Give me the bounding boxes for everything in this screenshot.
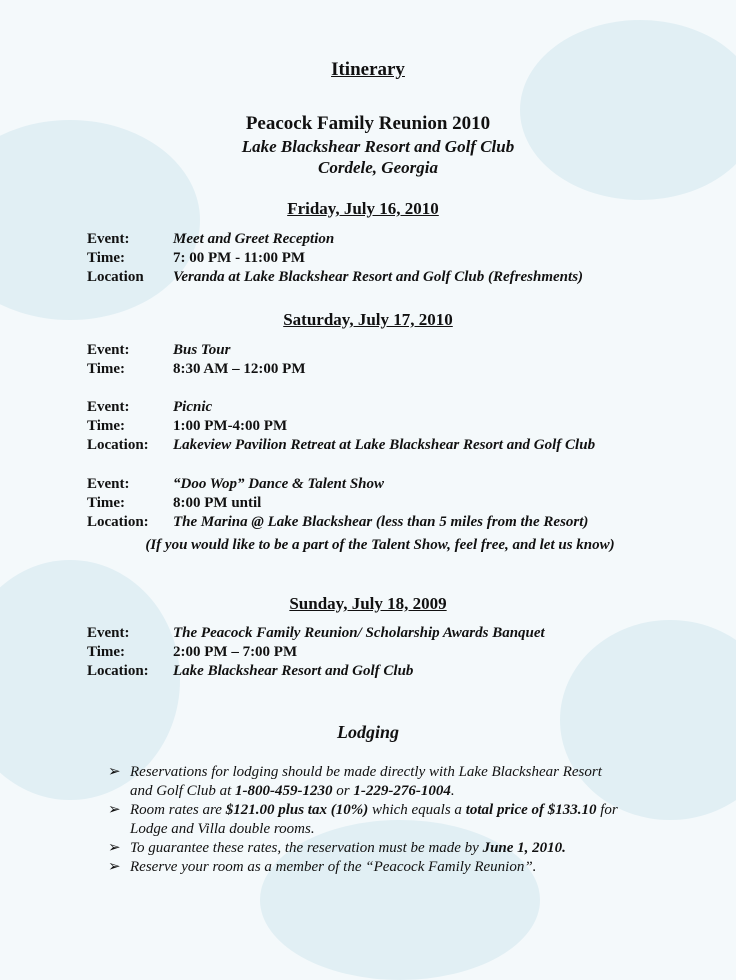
deadline-date: June 1, 2010.: [482, 840, 566, 856]
text-run: which equals a: [368, 802, 466, 818]
text-run: .: [450, 783, 455, 799]
arrow-bullet-icon: ➢: [108, 764, 121, 780]
lodging-list: [108, 763, 628, 877]
text-run: Reserve your room as a member of the “Peacock Family Reunion”.: [130, 859, 537, 875]
page-title: Itinerary: [331, 59, 405, 80]
row-value: The Marina @ Lake Blackshear (less than 5 miles from the Resort): [173, 514, 589, 530]
room-rate: $121.00 plus tax (10%): [225, 802, 369, 818]
list-item: [108, 801, 628, 839]
text-run: or: [332, 783, 354, 799]
row-value: 2:00 PM – 7:00 PM: [173, 644, 298, 660]
row-label: Event:: [87, 342, 130, 358]
text-run: for Lodge and Villa double rooms.: [130, 802, 618, 837]
arrow-bullet-icon: ➢: [108, 802, 121, 818]
bullet-text: [130, 801, 628, 839]
venue-name: Lake Blackshear Resort and Golf Club: [241, 137, 515, 156]
detail-row: [87, 341, 230, 360]
list-item: [108, 763, 628, 801]
detail-row: [87, 662, 413, 681]
row-label: Time:: [87, 644, 126, 660]
day-heading-saturday: Saturday, July 17, 2010: [283, 310, 453, 329]
arrow-bullet-icon: ➢: [108, 840, 121, 856]
detail-row: [87, 249, 305, 268]
day-heading-sunday: Sunday, July 18, 2009: [289, 594, 447, 613]
arrow-bullet-icon: ➢: [108, 859, 121, 875]
lodging-heading: Lodging: [336, 722, 399, 742]
row-label: Event:: [87, 399, 130, 415]
detail-row: [87, 494, 261, 513]
row-label: Time:: [87, 495, 126, 511]
row-value: 8:30 AM – 12:00 PM: [173, 361, 306, 377]
row-label: Location:: [87, 437, 149, 453]
bullet-text: [130, 858, 628, 877]
day-heading-friday: Friday, July 16, 2010: [287, 199, 439, 218]
text-run: Room rates are: [130, 802, 226, 818]
list-item: [108, 858, 628, 877]
event-subtitle: Peacock Family Reunion 2010: [245, 113, 491, 134]
phone-number: 1-800-459-1230: [235, 783, 333, 799]
detail-row: [87, 643, 297, 662]
detail-row: [87, 513, 588, 532]
row-label: Event:: [87, 231, 130, 247]
row-value: Picnic: [173, 399, 213, 415]
row-value: Veranda at Lake Blackshear Resort and Golf Club (Refreshments): [173, 269, 584, 285]
row-value: The Peacock Family Reunion/ Scholarship Awards Banquet: [173, 625, 545, 641]
detail-row: [87, 624, 545, 643]
row-value: Meet and Greet Reception: [173, 231, 335, 247]
row-label: Location: [87, 269, 144, 285]
venue-city: Cordele, Georgia: [318, 158, 438, 177]
row-label: Location:: [87, 663, 149, 679]
row-value: 8:00 PM until: [173, 495, 262, 511]
row-value: Lakeview Pavilion Retreat at Lake Blackshear Resort and Golf Club: [173, 437, 596, 453]
phone-number: 1-229-276-1004: [353, 783, 451, 799]
row-label: Time:: [87, 418, 126, 434]
row-label: Event:: [87, 476, 130, 492]
total-price: total price of $133.10: [465, 802, 597, 818]
row-value: Lake Blackshear Resort and Golf Club: [173, 663, 414, 679]
row-value: 1:00 PM-4:00 PM: [173, 418, 288, 434]
detail-row: [87, 475, 384, 494]
row-label: Event:: [87, 625, 130, 641]
row-label: Location:: [87, 514, 149, 530]
row-value: 7: 00 PM - 11:00 PM: [173, 250, 306, 266]
detail-row: [87, 398, 212, 417]
detail-row: [87, 268, 583, 287]
text-run: Reservations for lodging should be made directly with Lake Blackshear Resort and Golf Club at: [130, 764, 602, 799]
row-label: Time:: [87, 250, 126, 266]
list-item: [108, 839, 628, 858]
text-run: To guarantee these rates, the reservation must be made by: [130, 840, 483, 856]
bullet-text: [130, 839, 628, 858]
row-label: Time:: [87, 361, 126, 377]
detail-row: [87, 360, 305, 379]
detail-row: [87, 417, 287, 436]
bullet-text: [130, 763, 628, 801]
talent-show-note: (If you would like to be a part of the Talent Show, feel free, and let us know): [145, 537, 615, 553]
row-value: Bus Tour: [173, 342, 231, 358]
detail-row: [87, 230, 334, 249]
row-value: “Doo Wop” Dance & Talent Show: [173, 476, 385, 492]
detail-row: [87, 436, 595, 455]
